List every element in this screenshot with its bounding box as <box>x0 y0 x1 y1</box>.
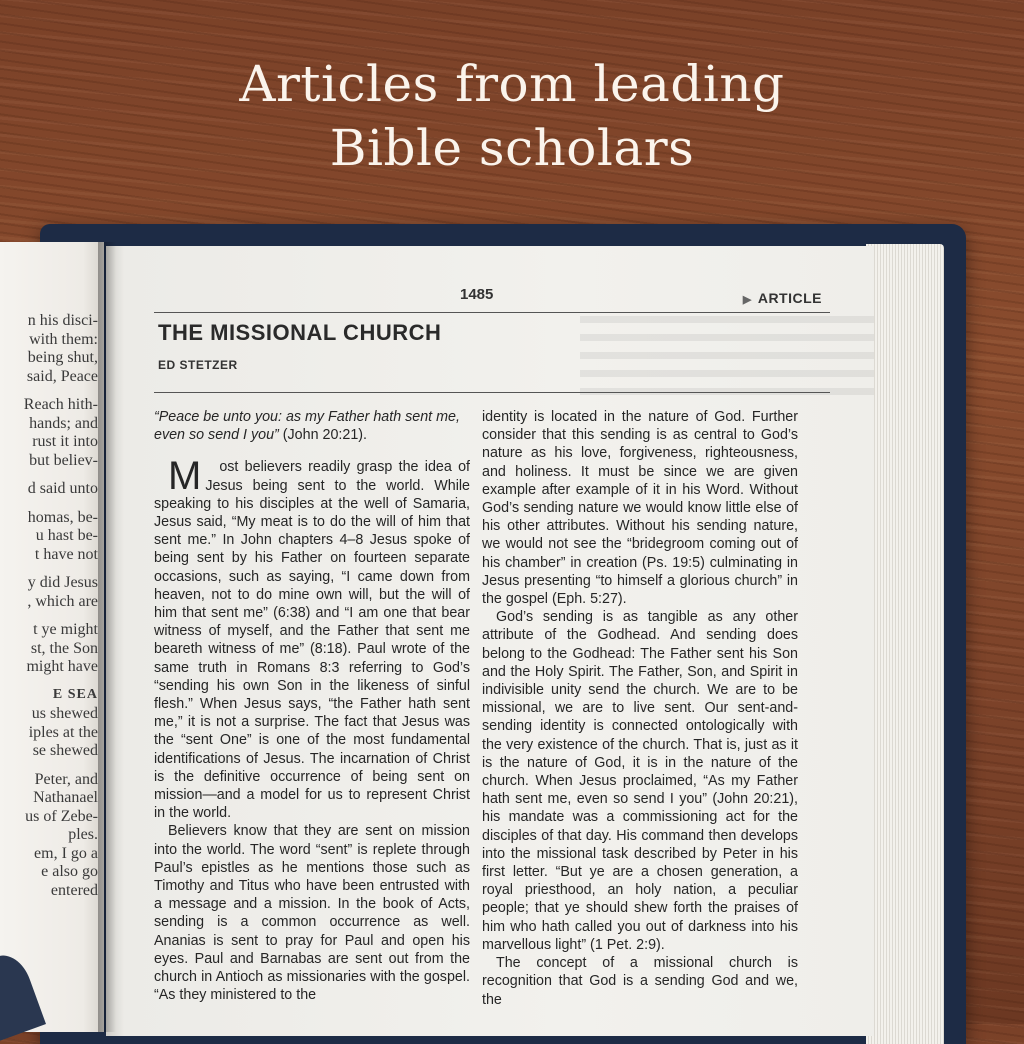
paragraph: M ost believers readily grasp the idea of Jesus being sent to the world. While speaking to his disciples at the well of Samaria, Jesus said, “My meat is to do the will of him that sent me.” In John chapters 4–8 Jesus spoke of being sent by his Father on fourteen separate occasions, such as saying, “I came down from heaven, not to do mine own will, but the will of him that sent me” (6:38) and “I am one that bear witness of myself, and the Father that sent me beareth witness of me” (8:18). Paul wrote of the same truth in Romans 8:3 referring to God’s “sending his own Son in the likeness of sinful flesh.” When Jesus says, “the Father hath sent me,” it is not a surprise. The fact that Jesus was the “sent One” is one of the most fundamental identifications of Jesus. The incarnation of Christ is the definitive occurrence of being sent on mission—and a model for us to represent Christ in the world. <box>154 454 470 822</box>
left-page-line: but believ- <box>29 451 98 469</box>
left-page-line: se shewed <box>32 742 98 759</box>
left-page-line: n his disci- <box>27 312 98 329</box>
left-page-line: t ye might <box>33 621 98 638</box>
article-author: ED STETZER <box>158 358 238 372</box>
left-page-line: hands; and <box>29 414 98 432</box>
headline-line-2: Bible scholars <box>329 119 695 177</box>
section-label-text: ARTICLE <box>757 290 822 306</box>
left-page-line: , which are <box>27 592 98 610</box>
epigraph-quote: “Peace be unto you: as my Father hath sent me, even so send I you” <box>154 409 460 444</box>
left-page-line: rust it into <box>32 433 98 450</box>
left-page-line: entered <box>50 881 98 899</box>
left-page-line: st, the Son <box>30 639 98 657</box>
spine-shadow <box>98 242 116 1032</box>
drop-cap: M <box>168 454 202 499</box>
paragraph: Believers know that they are sent on mission into the world. The word “sent” is replete through Paul’s epistles as he mentions those such as Timothy and Titus who have been entrusted with a message and a mission. In the book of Acts, sending is a common occurrence as well. Ananias is sent to pray for Paul and open his eyes. Paul and Barnabas are sent out from the church in Antioch as missionaries with the gospel. “As they ministered to the <box>154 823 470 1004</box>
left-page-line: Nathanael <box>33 789 98 806</box>
left-page-line: ples. <box>68 826 98 843</box>
left-page-line: iples at the <box>28 723 98 741</box>
epigraph-reference: (John 20:21). <box>278 427 367 444</box>
title-rule <box>154 392 830 393</box>
left-page-line: said, Peace <box>26 367 98 385</box>
paragraph: identity is located in the nature of God. Further consider that this sending is as central to God’s nature as his love, forgiveness, righteousness, and holiness. It must be since we are given example after example of it in his Word. Without God’s sending nature we would know little else of his other attributes. Without his sending nature, we would not see the “bridegroom coming out of his chamber” in creation (Ps. 19:5) culminating in Jesus presenting “to himself a glorious church” in the gospel (Eph. 5:27). <box>482 409 798 608</box>
epigraph <box>154 408 470 444</box>
left-page-line: d said unto <box>27 480 98 497</box>
left-page-line: might have <box>26 658 98 675</box>
left-page-line: with them: <box>29 330 98 348</box>
page-edges <box>866 244 944 1044</box>
page-number: 1485 <box>460 286 494 303</box>
left-page-line: em, I go a <box>34 844 98 862</box>
left-page-line: homas, be- <box>27 508 98 526</box>
article-column-right <box>482 408 798 1009</box>
paragraph: God’s sending is as tangible as any other attribute of the Godhead. And sending does belong to the Godhead: The Father sent his Son and the Holy Spirit. The Father, Son, and Spirit in indivisible unity send the church. We are to be missional, we are to live sent. Our sent-and-sending identity is connected ontologically with the very existence of the church. That is, just as it is the nature of God, it is in the nature of the church. When Jesus proclaimed, “As my Father hath sent me, even so send I you” (John 20:21), his mandate was a commissioning act for the disciples of that day. His command then develops into the missional task described by Peter in his first letter. “But ye are a chosen generation, a royal priesthood, an holy nation, a peculiar people; that ye should shew forth the praises of him who hath called you out of darkness into his marvellous light” (1 Pet. 2:9). <box>482 609 798 953</box>
left-page-line: t have not <box>34 545 98 563</box>
paragraph: The concept of a missional church is recognition that God is a sending God and we, the <box>482 955 798 1008</box>
triangle-right-icon: ▶ <box>742 294 752 306</box>
article-title: THE MISSIONAL CHURCH <box>158 320 442 345</box>
header-rule <box>154 312 830 313</box>
left-page-line: Reach hith- <box>23 396 98 413</box>
left-page-line: E SEA <box>52 686 98 702</box>
left-page <box>0 242 104 1032</box>
left-page-line: e also go <box>41 863 98 880</box>
bleed-through-text <box>580 316 874 396</box>
article-column-left <box>154 408 470 1005</box>
left-page-line: u hast be- <box>35 527 98 544</box>
section-label <box>743 290 822 306</box>
headline <box>0 52 1024 180</box>
left-page-line: us shewed <box>31 705 98 722</box>
right-page <box>106 246 874 1036</box>
left-page-line: y did Jesus <box>27 574 98 591</box>
headline-line-1: Articles from leading <box>239 55 785 113</box>
left-page-line: being shut, <box>27 349 98 366</box>
left-page-line: Peter, and <box>34 770 98 788</box>
left-page-line: us of Zebe- <box>25 807 98 825</box>
